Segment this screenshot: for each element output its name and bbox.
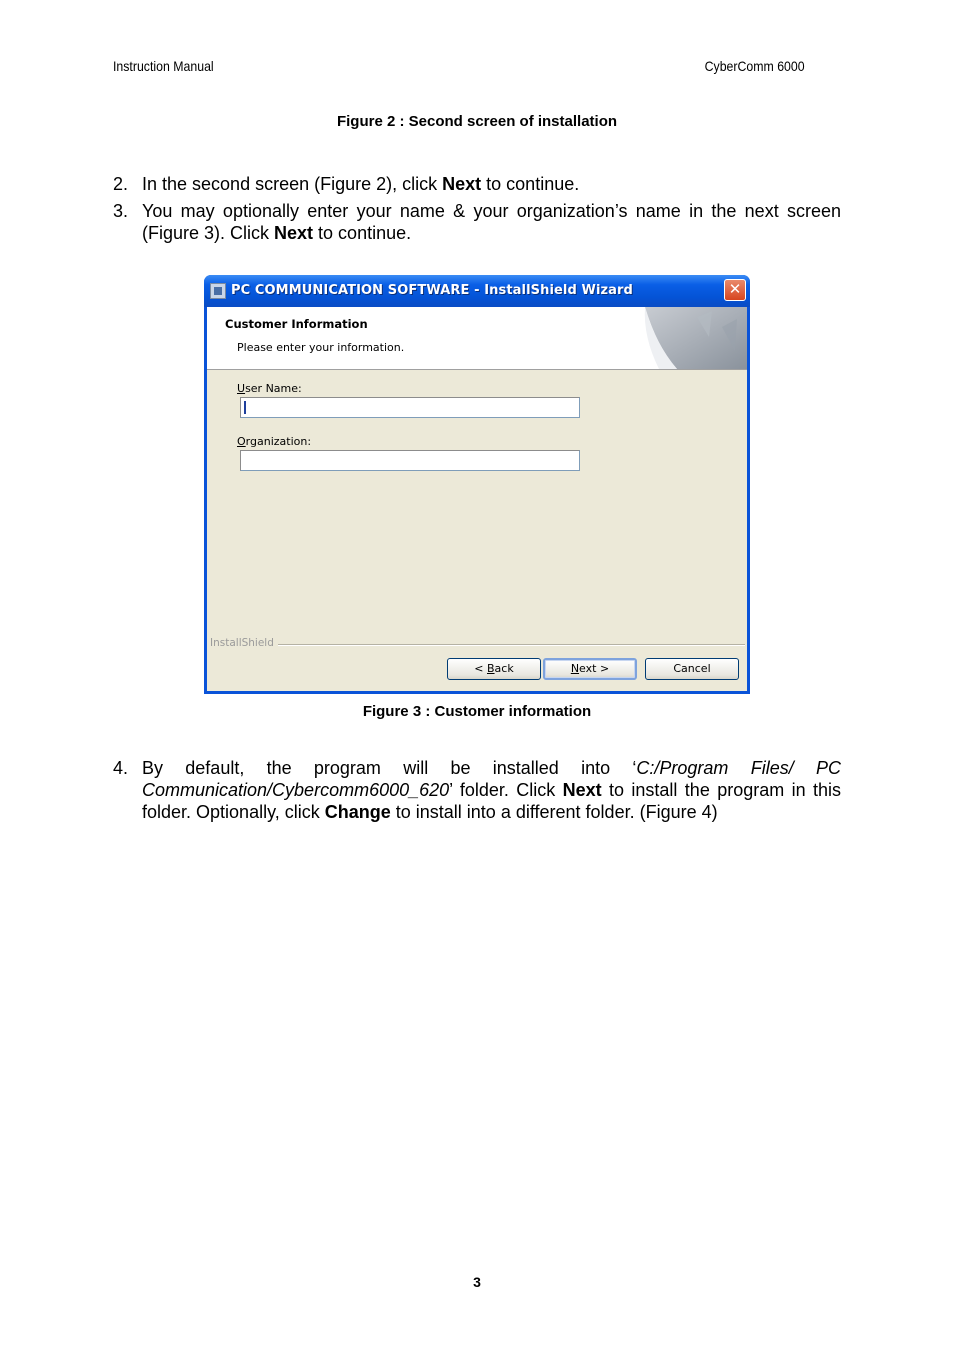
step-text: In the second screen (Figure 2), click [142, 174, 443, 194]
step-keyword: Change [324, 802, 391, 822]
step-number: 2. [113, 174, 129, 194]
step-keyword: Next [562, 780, 602, 800]
installer-app-icon [210, 283, 226, 299]
installshield-brand: InstallShield [210, 637, 274, 649]
text-caret [244, 401, 246, 414]
step-text: to install the program in this folder. Optionally, click [142, 780, 841, 822]
step-text: You may optionally enter your name & your organization’s name in the next screen (Figure 3). Click [142, 201, 841, 243]
dialog-banner [207, 307, 747, 370]
step-number: 4. [113, 758, 129, 778]
step-text: By default, the program will be installed into ‘ [142, 758, 637, 778]
window-title: PC COMMUNICATION SOFTWARE - InstallShield Wizard [231, 283, 633, 298]
step-2 [113, 173, 841, 195]
page-number: 3 [473, 1274, 481, 1290]
page-curl-graphic [637, 307, 747, 369]
step-text: to continue. [313, 223, 412, 243]
step-3 [113, 200, 841, 244]
step-keyword: Next [274, 223, 314, 243]
installshield-dialog [204, 275, 750, 694]
step-text: to install into a different folder. (Figure 4) [390, 802, 718, 822]
step-text: ’ folder. Click [449, 780, 563, 800]
install-path: C:/Program Files/ PC Communication/Cybercomm6000_620 [142, 758, 841, 800]
dialog-client-area [207, 307, 747, 691]
back-button[interactable]: < Back [447, 658, 541, 680]
user-name-label: User Name: [237, 382, 302, 395]
user-name-input[interactable] [240, 397, 580, 418]
next-button[interactable]: Next > [543, 658, 637, 680]
separator-line [278, 644, 745, 646]
cancel-button[interactable]: Cancel [645, 658, 739, 680]
banner-title: Customer Information [225, 317, 368, 331]
title-bar[interactable] [204, 275, 750, 307]
banner-subtitle: Please enter your information. [237, 341, 405, 354]
step-4 [113, 757, 841, 823]
step-text: to continue. [481, 174, 580, 194]
organization-input[interactable] [240, 450, 580, 471]
header-right: CyberComm 6000 [705, 58, 805, 74]
figure-2-caption: Figure 2 : Second screen of installation [336, 113, 618, 130]
header-left: Instruction Manual [113, 58, 214, 74]
figure-3-caption: Figure 3 : Customer information [362, 703, 592, 720]
step-keyword: Next [442, 174, 482, 194]
step-number: 3. [113, 201, 129, 221]
organization-label: Organization: [237, 435, 312, 448]
close-button[interactable]: ✕ [724, 279, 746, 301]
